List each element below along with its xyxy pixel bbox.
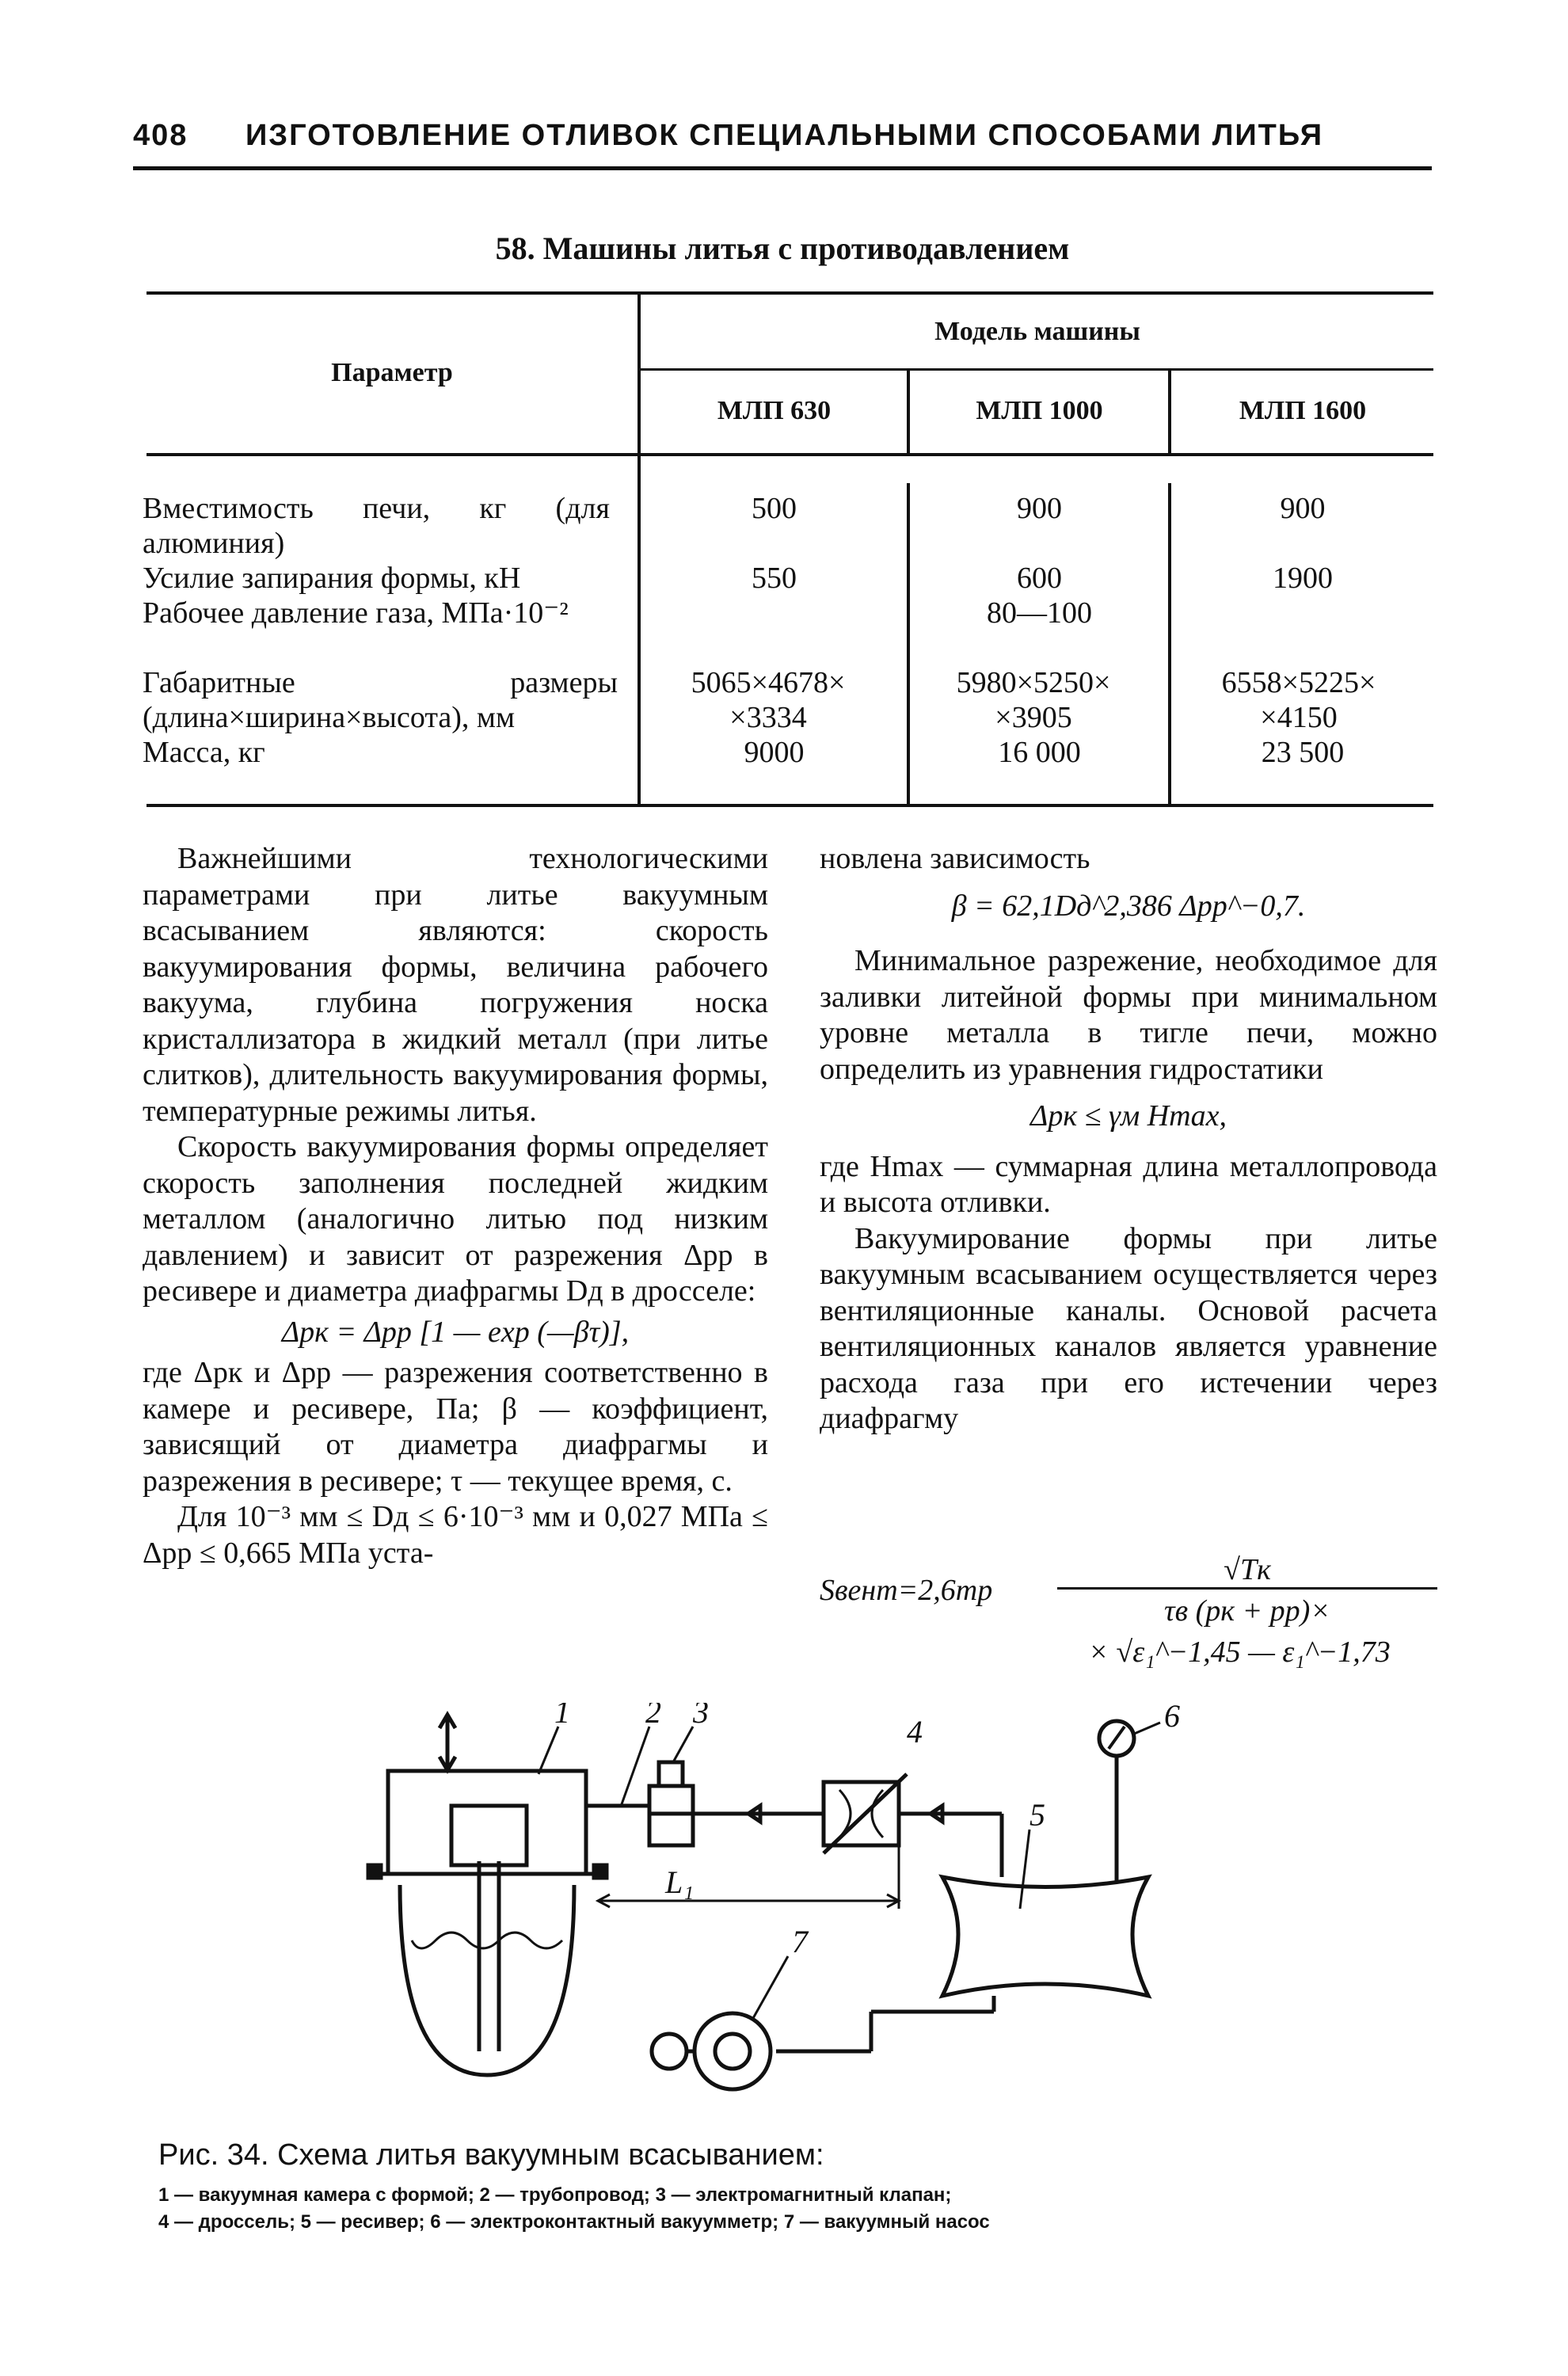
label-L1: L₁	[665, 1864, 695, 1900]
paragraph: Минимальное разрежение, необходимое для заливки литейной формы при минимальном уровне металла в тигле печи, можно определить из уравнения гидростатики	[820, 944, 1437, 1086]
param-header: Параметр	[331, 358, 453, 387]
paragraph: новлена зависимость	[820, 842, 1090, 875]
vacuum-chamber	[388, 1771, 586, 1874]
table-cell: 16 000	[998, 736, 1081, 769]
label-5: 5	[1029, 1797, 1045, 1833]
table-cell: 6558×5225× ×4150	[1221, 666, 1376, 734]
table-cell: 900	[1280, 492, 1326, 525]
table-cell: 80—100	[987, 596, 1092, 630]
table-row-param: Усилие запирания формы, кН	[143, 562, 521, 595]
model-col-1: МЛП 630	[717, 396, 832, 425]
table-rule-bottom	[147, 804, 1433, 807]
throttle-adjust	[824, 1774, 907, 1853]
table-col-divider-3b	[1168, 483, 1171, 804]
table-cell: 9000	[744, 736, 805, 769]
table-col-divider-2b	[907, 483, 910, 804]
vacuum-pump	[695, 2013, 771, 2089]
table-cell: 5065×4678× ×3334	[691, 666, 846, 734]
figure-caption-title: Рис. 34. Схема литья вакуумным всасыванием:	[158, 2138, 824, 2172]
table-cell: 550	[752, 562, 797, 595]
equation-vent-lhs: Sвент=2,6mр	[820, 1574, 993, 1607]
metal-surface	[412, 1932, 562, 1948]
paragraph: Для 10⁻³ мм ≤ Dд ≤ 6·10⁻³ мм и 0,027 МПа ≤ Δpр ≤ 0,665 МПа уста-	[143, 1500, 768, 1570]
equation-pressure: Δpк = Δpр [1 — exp (—βτ)],	[281, 1315, 630, 1349]
label-7: 7	[792, 1924, 808, 1959]
equation-vent-denominator: τв (pк + pр)×	[1164, 1594, 1330, 1628]
crucible	[400, 1885, 574, 2075]
left-column	[143, 841, 768, 1571]
mould	[451, 1806, 527, 1865]
table-cell: 600	[1017, 562, 1062, 595]
model-col-3: МЛП 1600	[1239, 396, 1367, 425]
label-4: 4	[907, 1714, 923, 1750]
label-2: 2	[645, 1703, 661, 1730]
running-title: ИЗГОТОВЛЕНИЕ ОТЛИВОК СПЕЦИАЛЬНЫМИ СПОСОБАМИ ЛИТЬЯ	[245, 119, 1324, 152]
solenoid-coil	[659, 1762, 683, 1786]
clamp-right	[594, 1865, 607, 1878]
figure-vacuum-casting-schematic	[333, 1703, 1473, 2115]
table-cell: 23 500	[1261, 736, 1345, 769]
model-col-2: МЛП 1000	[976, 396, 1103, 425]
clamp-left	[368, 1865, 381, 1878]
table-col-divider-3a	[1168, 371, 1171, 454]
receiver	[942, 1877, 1148, 1996]
label-6: 6	[1164, 1703, 1180, 1734]
equation-vent-numerator: √Tк	[1224, 1553, 1271, 1586]
table-cell: 5980×5250× ×3905	[956, 666, 1111, 734]
table-cell: 1900	[1273, 562, 1333, 595]
table-row-param: Масса, кг	[143, 736, 265, 769]
table-col-divider-1	[637, 293, 641, 804]
paragraph: где Hmax — суммарная длина металлопровода и высота отливки.	[820, 1149, 1437, 1219]
pump-motor	[652, 2034, 687, 2069]
table-rule-top	[147, 291, 1433, 295]
figure-caption-line-2: 4 — дроссель; 5 — ресивер; 6 — электроконтактный вакуумметр; 7 — вакуумный насос	[158, 2211, 990, 2233]
page-number: 408	[133, 119, 188, 152]
paragraph: где Δpк и Δpр — разрежения соответственно в камере и ресивере, Па; β — коэффициент, зависящий от диаметра диафрагмы и разрежения в ресивере; τ — текущее время, с.	[143, 1356, 768, 1498]
paragraph: Вакуумирование формы при литье вакуумным всасыванием осуществляется через вентиляционные каналы. Основой расчета вентиляционных каналов является уравнение расхода газа при его истечении через диафрагму	[820, 1221, 1437, 1435]
equation-vent	[820, 1552, 1445, 1687]
table-row-param: Рабочее давление газа, МПа·10⁻²	[143, 596, 569, 630]
table-col-divider-2a	[907, 371, 910, 454]
table-title: 58. Машины литья с противодавлением	[495, 230, 1070, 266]
running-header	[133, 119, 1432, 153]
table-cell: 900	[1017, 492, 1062, 525]
table-rule-mid	[637, 368, 1433, 371]
right-column	[820, 841, 1437, 1437]
paragraph: Важнейшими технологическими параметрами при литье вакуумным всасыванием являются: скорость вакуумирования формы, величина рабочего вакуума, глубина погружения носка кристаллизатора в жидкий металл (при литье слитков), длительность вакуумирования формы, температурные режимы литья.	[143, 842, 768, 1128]
equation-vent-tail: × √ε₁^−1,45 — ε₁^−1,73	[1088, 1635, 1391, 1669]
equation-hydrostatic: Δpк ≤ γм Hmax,	[1030, 1099, 1227, 1133]
table-row-param: Габаритные размеры (длина×ширина×высота), мм	[143, 666, 618, 734]
fraction-bar	[1057, 1587, 1437, 1590]
table-cell: 500	[752, 492, 797, 525]
label-3: 3	[693, 1703, 709, 1730]
table-row-param: Вместимость печи, кг (для алюминия)	[143, 492, 610, 560]
equation-beta: β = 62,1Dд^2,386 Δpр^−0,7.	[951, 889, 1306, 923]
header-rule	[133, 166, 1432, 170]
table-rule-header	[147, 453, 1433, 456]
model-header: Модель машины	[934, 317, 1140, 346]
figure-caption-line-1: 1 — вакуумная камера с формой; 2 — трубопровод; 3 — электромагнитный клапан;	[158, 2184, 952, 2206]
paragraph: Скорость вакуумирования формы определяет скорость заполнения последней жидким металлом (аналогично литью под низким давлением) и зависит от разрежения Δpр в ресивере и диаметра диафрагмы Dд в дросселе:	[143, 1130, 768, 1308]
label-1: 1	[554, 1703, 570, 1730]
